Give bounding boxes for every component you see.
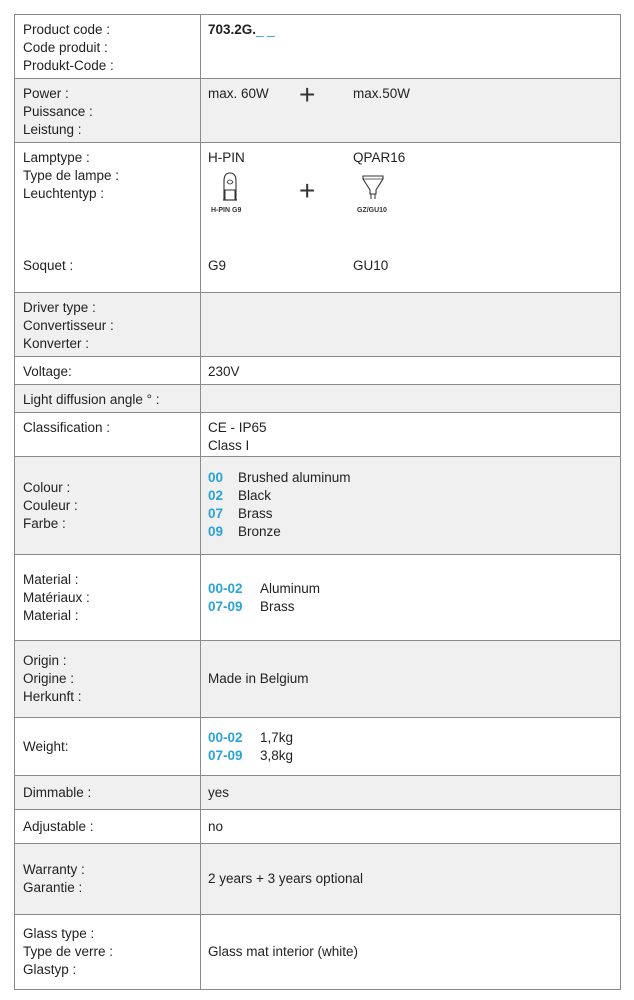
power-value	[201, 79, 620, 142]
material-item: 00-02 Aluminum	[208, 580, 321, 596]
row-classification	[15, 413, 620, 457]
row-voltage	[15, 357, 620, 385]
adjustable-value: no	[208, 818, 224, 834]
material-item: 07-09 Brass	[208, 598, 295, 614]
power-left: max. 60W	[208, 86, 269, 101]
glass-value: Glass mat interior (white)	[208, 944, 359, 959]
origin-value: Made in Belgium	[208, 671, 309, 686]
row-dimmable	[15, 776, 620, 810]
socket-left: G9	[208, 258, 227, 273]
lamptype-label: Lamptype : Type de lampe : Leuchtentyp : Soquet :	[15, 143, 201, 292]
dimmable-label: Dimmable :	[15, 776, 201, 809]
row-colour	[15, 457, 620, 555]
row-warranty	[15, 844, 620, 915]
dimmable-value: yes	[208, 784, 230, 800]
colour-label: Colour : Couleur : Farbe :	[15, 457, 201, 554]
colour-item: 02 Black	[208, 488, 272, 503]
warranty-value: 2 years + 3 years optional	[208, 871, 363, 886]
warranty-label: Warranty : Garantie :	[15, 844, 201, 914]
row-driver-type	[15, 293, 620, 357]
lamptype-plus: +	[299, 175, 316, 206]
row-lamptype	[15, 143, 620, 293]
classification-value: CE - IP65 Class I	[208, 420, 267, 453]
weight-label: Weight:	[15, 718, 201, 775]
light-angle-value	[201, 385, 620, 412]
product-code-prefix: 703.2G.	[208, 22, 257, 37]
row-glass-type	[15, 915, 620, 989]
socket-label: Soquet :	[23, 258, 74, 273]
lamptype-value	[201, 143, 620, 292]
row-adjustable	[15, 810, 620, 844]
spec-sheet-table	[14, 14, 621, 990]
row-product-code	[15, 15, 620, 79]
row-weight	[15, 718, 620, 776]
power-right: max.50W	[353, 86, 411, 101]
lamptype-left: H-PIN	[208, 150, 245, 165]
adjustable-label: Adjustable :	[15, 810, 201, 843]
glass-label: Glass type : Type de verre : Glastyp :	[15, 915, 201, 989]
product-code-suffix: _ _	[256, 22, 275, 37]
material-value	[201, 555, 620, 640]
row-origin	[15, 641, 620, 718]
lamptype-right: QPAR16	[353, 150, 406, 165]
colour-item: 07 Brass	[208, 506, 273, 521]
reflector-bulb-icon	[361, 173, 385, 203]
power-label: Power : Puissance : Leistung :	[15, 79, 201, 142]
voltage-label: Voltage:	[15, 357, 201, 384]
left-icon-caption: H-PIN G9	[211, 207, 242, 214]
weight-value	[201, 718, 620, 775]
weight-item: 07-09 3,8kg	[208, 747, 294, 763]
colour-item: 00 Brushed aluminum	[208, 470, 351, 485]
colour-item: 09 Bronze	[208, 524, 281, 539]
power-plus: +	[299, 79, 316, 110]
row-material	[15, 555, 620, 641]
row-light-diffusion-angle	[15, 385, 620, 413]
weight-item: 00-02 1,7kg	[208, 729, 294, 745]
product-code-value	[201, 15, 620, 78]
halogen-pin-bulb-icon	[219, 170, 241, 204]
colour-value	[201, 457, 620, 554]
origin-label: Origin : Origine : Herkunft :	[15, 641, 201, 717]
voltage-value: 230V	[208, 364, 240, 379]
classification-label: Classification :	[15, 413, 201, 456]
light-angle-label: Light diffusion angle ° :	[15, 385, 201, 412]
socket-right: GU10	[353, 258, 389, 273]
row-power	[15, 79, 620, 143]
driver-label: Driver type : Convertisseur : Konverter :	[15, 293, 201, 356]
material-label: Material : Matériaux : Material :	[15, 555, 201, 640]
driver-value	[201, 293, 620, 356]
right-icon-caption: GZ/GU10	[357, 207, 387, 214]
product-code-label: Product code : Code produit : Produkt-Code :	[15, 15, 201, 78]
